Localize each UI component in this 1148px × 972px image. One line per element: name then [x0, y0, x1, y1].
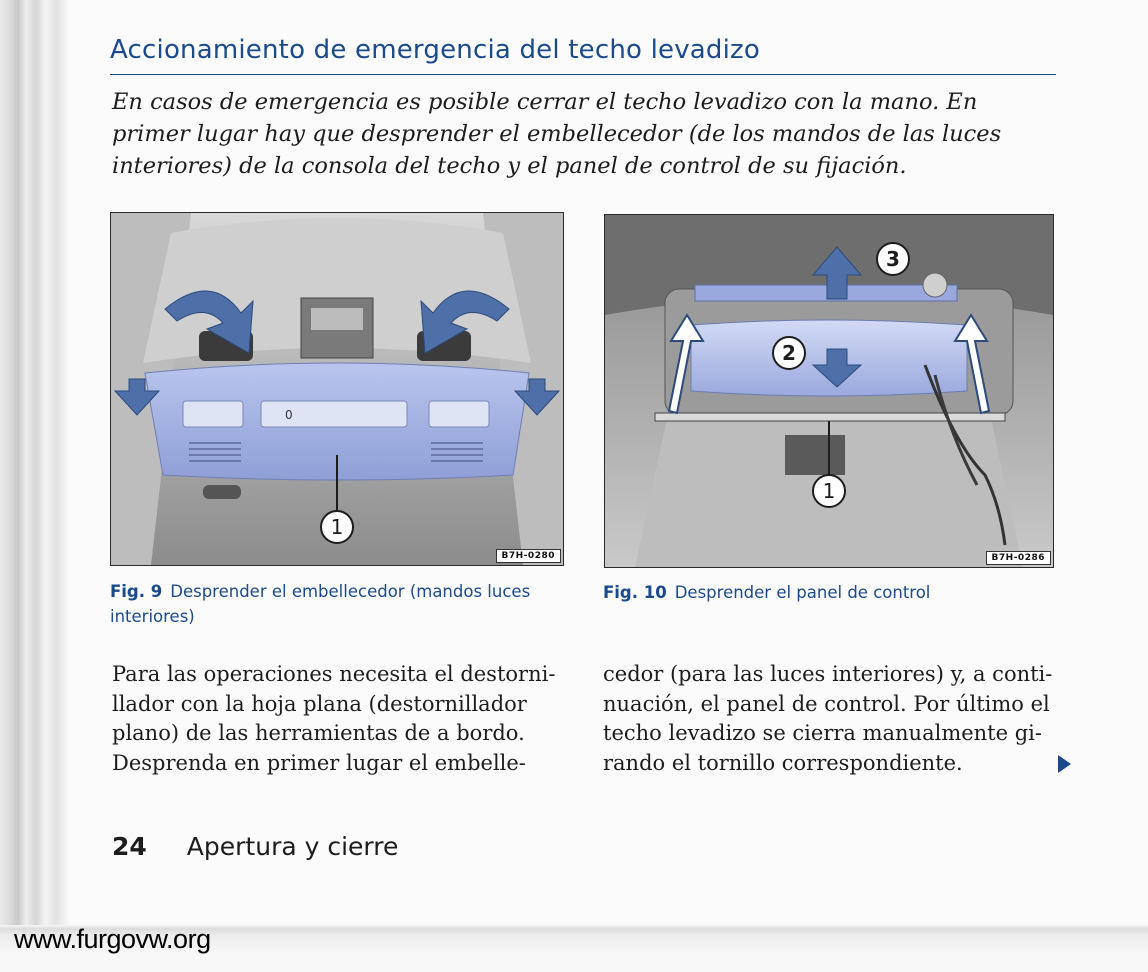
- page-title: Accionamiento de emergencia del techo levadizo: [110, 30, 1056, 75]
- figure-code: B7H-0286: [986, 551, 1051, 565]
- figure-9-caption: [110, 579, 570, 629]
- figure-10-caption: [603, 580, 1063, 605]
- section-title: Apertura y cierre: [186, 832, 399, 861]
- figure-9: [110, 212, 564, 566]
- continue-arrow-icon: [1058, 755, 1071, 773]
- page-footer: [112, 832, 398, 861]
- page-number: 24: [112, 832, 147, 861]
- callout-1-label: 1: [330, 515, 344, 539]
- figure-10: [604, 214, 1054, 568]
- book-binding-edge: [0, 0, 70, 935]
- intro-paragraph: En casos de emergencia es posible cerrar el techo levadizo con la mano. En primer lugar hay que desprender el embellecedor (de los mandos de las luces interiores) de la consola del techo y el panel de control de su fijación.: [112, 89, 1002, 179]
- button-label-zero: 0: [285, 408, 293, 422]
- figure-9-illustration: [111, 213, 563, 565]
- callout-3-label: 3: [886, 247, 900, 271]
- body-text-left-column: Para las operaciones necesita el destorni- llador con la hoja plana (destornillador plano) de las herramientas de a bordo. Desprenda en primer lugar el embelle-: [112, 662, 556, 775]
- figure-code: B7H-0280: [496, 549, 561, 563]
- figure-caption-text: Desprender el panel de control: [674, 583, 931, 602]
- callout-2-label: 2: [782, 341, 796, 365]
- figure-caption-text: Desprender el embellecedor (mandos luces interiores): [110, 582, 531, 626]
- figure-number: Fig. 10: [603, 583, 667, 602]
- figure-10-illustration: [605, 215, 1053, 567]
- watermark: www.furgovw.org: [14, 924, 211, 954]
- callout-1-label: 1: [822, 479, 836, 503]
- body-text-right-column: cedor (para las luces interiores) y, a conti- nuación, el panel de control. Por último el techo levadizo se cierra manualmente gi- rando el tornillo correspondiente.: [603, 662, 1053, 775]
- figure-number: Fig. 9: [110, 582, 163, 601]
